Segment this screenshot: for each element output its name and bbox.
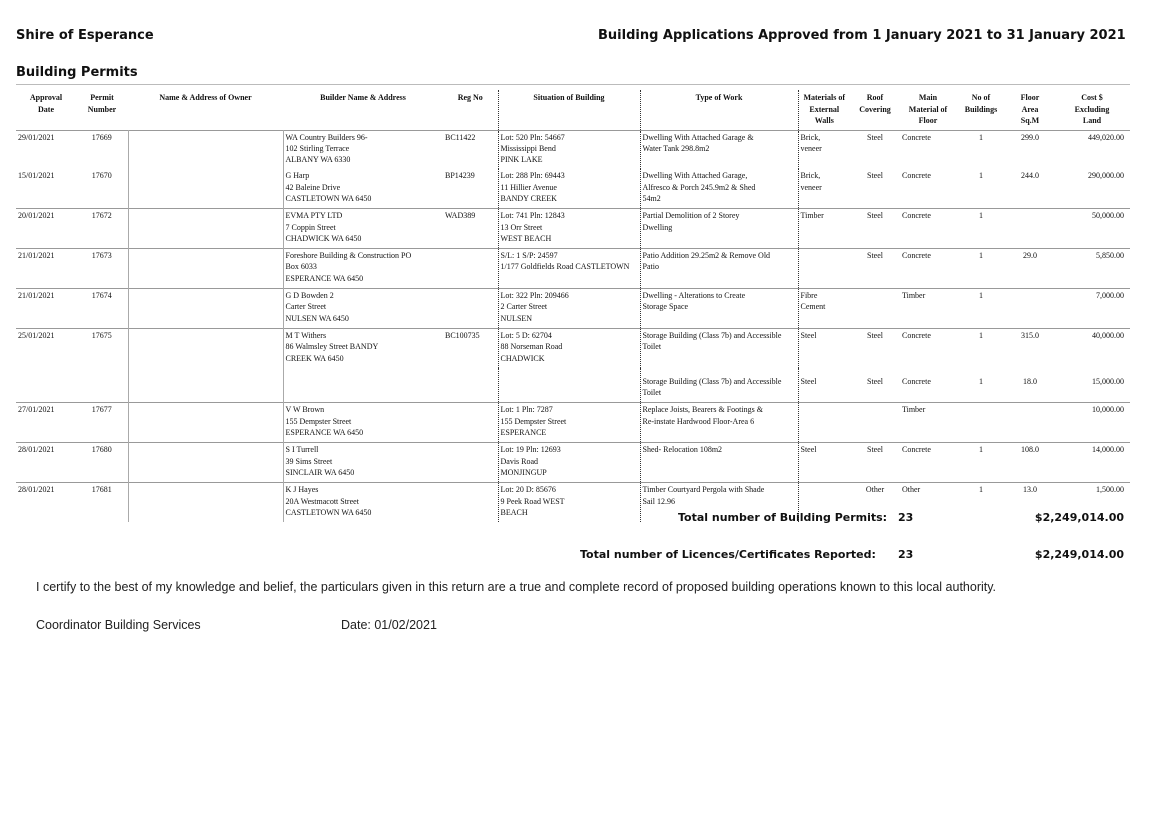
roof-cell: Steel [867, 211, 883, 221]
builder-cell-line: 102 Stirling Terrace [285, 143, 350, 153]
owner-cell [128, 443, 283, 483]
type-of-work-cell-line: Replace Joists, Bearers & Footings & [642, 405, 763, 415]
situation-cell-line: Lot: 322 Pln: 209466 [500, 291, 569, 301]
type-of-work-cell [640, 289, 798, 329]
approval-date-cell: 21/01/2021 [18, 291, 55, 301]
builder-cell-line: 42 Baleine Drive [285, 182, 341, 192]
walls-cell-line: veneer [800, 143, 822, 153]
roof-cell: Steel [867, 330, 883, 340]
situation-cell-line: Davis Road [500, 456, 539, 466]
situation-cell-line: Lot: 20 D: 85676 [500, 485, 556, 495]
builder-cell-line: CREEK WA 6450 [285, 353, 344, 363]
walls-cell [798, 443, 850, 483]
type-of-work-cell-line: Toilet [642, 388, 662, 398]
situation-cell [498, 443, 640, 483]
roof-cell: Steel [867, 251, 883, 261]
total-licences-label: Total number of Licences/Certificates Reported: [580, 548, 876, 561]
type-of-work-cell [640, 368, 798, 403]
type-of-work-cell [640, 328, 798, 367]
walls-cell [798, 403, 850, 443]
floor-cell: Concrete [902, 330, 931, 340]
table-row [16, 209, 1130, 249]
walls-cell [798, 249, 850, 289]
situation-cell-line: 13 Orr Street [500, 222, 543, 232]
builder-cell-line: WA Country Builders 96- [285, 132, 368, 142]
buildings-cell [956, 403, 1006, 443]
buildings-cell: 1 [979, 132, 983, 142]
situation-cell [498, 328, 640, 367]
builder-cell-line: SINCLAIR WA 6450 [285, 467, 355, 477]
col-floor: Main Material of Floor [908, 93, 948, 125]
signoff-date: Date: 01/02/2021 [341, 618, 437, 632]
situation-cell-line: Mississippi Bend [500, 143, 556, 153]
approval-date-cell: 20/01/2021 [18, 211, 55, 221]
cost-cell: 449,020.00 [1088, 132, 1124, 142]
type-of-work-cell-line: Partial Demolition of 2 Storey [642, 211, 740, 221]
permit-number-cell: 17680 [91, 445, 112, 455]
total-permits-count: 23 [898, 511, 914, 524]
builder-cell [283, 368, 443, 403]
permit-number-cell: 17673 [91, 251, 112, 261]
situation-cell [498, 368, 640, 403]
col-walls: Materials of External Walls [798, 90, 850, 130]
reg-no-cell: BC11422 [445, 132, 476, 142]
table-row [16, 368, 1130, 403]
situation-cell [498, 130, 640, 169]
col-reg-no: Reg No [457, 93, 483, 102]
certification-statement: I certify to the best of my knowledge and belief, the particulars given in this return are a true and complete record of proposed building operations known to this local authority. [36, 580, 997, 594]
owner-cell [128, 209, 283, 249]
table-row [16, 483, 1130, 522]
situation-cell-line: Lot: 520 Pln: 54667 [500, 132, 565, 142]
cost-cell: 7,000.00 [1096, 291, 1124, 301]
roof-cell: Steel [867, 171, 883, 181]
builder-cell-line: 20A Westmacott Street [285, 496, 359, 506]
col-situation: Situation of Building [498, 90, 640, 130]
type-of-work-cell [640, 249, 798, 289]
situation-cell-line: Lot: 1 Pln: 7287 [500, 405, 553, 415]
builder-cell [283, 130, 443, 169]
type-of-work-cell [640, 169, 798, 208]
reg-no-cell: WAD389 [445, 211, 476, 221]
situation-cell-line: WEST BEACH [500, 233, 552, 243]
walls-cell [798, 169, 850, 208]
situation-cell [498, 249, 640, 289]
builder-cell [283, 289, 443, 329]
owner-cell [128, 169, 283, 208]
situation-cell [498, 403, 640, 443]
type-of-work-cell [640, 130, 798, 169]
type-of-work-cell-line: Toilet [642, 342, 662, 352]
buildings-cell: 1 [979, 211, 983, 221]
buildings-cell: 1 [979, 330, 983, 340]
roof-cell: Steel [867, 132, 883, 142]
roof-cell: Other [865, 485, 885, 495]
approval-date-cell: 15/01/2021 [18, 171, 55, 181]
type-of-work-cell-line: Dwelling With Attached Garage & [642, 132, 754, 142]
builder-cell-line: K J Hayes [285, 485, 319, 495]
walls-cell [798, 209, 850, 249]
permit-number-cell [76, 368, 128, 403]
situation-cell-line: PINK LAKE [500, 155, 543, 165]
walls-cell [798, 328, 850, 367]
col-buildings: No of Buildings [964, 93, 998, 114]
situation-cell-line: 88 Norseman Road [500, 342, 563, 352]
col-cost: Cost $ Excluding Land [1074, 93, 1110, 125]
table-row [16, 249, 1130, 289]
table-row [16, 169, 1130, 208]
type-of-work-cell-line: Dwelling - Alterations to Create [642, 291, 746, 301]
reg-no-cell [443, 403, 498, 443]
roof-cell [850, 403, 900, 443]
table-row [16, 130, 1130, 169]
builder-cell-line: S I Turrell [285, 445, 319, 455]
builder-cell-line: 39 Sims Street [285, 456, 333, 466]
builder-cell-line: 86 Walmsley Street BANDY [285, 342, 379, 352]
cost-cell: 50,000.00 [1092, 211, 1124, 221]
walls-cell-line: Timber [800, 211, 824, 221]
owner-cell [128, 289, 283, 329]
floor-cell: Concrete [902, 251, 931, 261]
situation-cell-line: Lot: 19 Pln: 12693 [500, 445, 561, 455]
owner-cell [128, 130, 283, 169]
situation-cell [498, 169, 640, 208]
walls-cell-line: Steel [800, 376, 817, 386]
section-title: Building Permits [16, 65, 138, 80]
table-row [16, 289, 1130, 329]
builder-cell-line: Foreshore Building & Construction PO [285, 251, 412, 261]
roof-cell: Steel [867, 376, 883, 386]
signoff-title: Coordinator Building Services [36, 618, 201, 632]
builder-cell [283, 249, 443, 289]
builder-cell-line: V W Brown [285, 405, 325, 415]
reg-no-cell [443, 249, 498, 289]
situation-cell-line: 1/177 Goldfields Road CASTLETOWN [500, 262, 630, 272]
builder-cell-line: Carter Street [285, 302, 327, 312]
type-of-work-cell-line: 54m2 [642, 193, 661, 203]
permits-table [16, 90, 1130, 522]
area-cell: 315.0 [1021, 330, 1039, 340]
type-of-work-cell-line: Patio Addition 29.25m2 & Remove Old [642, 251, 771, 261]
floor-cell: Concrete [902, 132, 931, 142]
builder-cell-line: 155 Dempster Street [285, 416, 352, 426]
owner-cell [128, 368, 283, 403]
builder-cell-line: ALBANY WA 6330 [285, 155, 351, 165]
buildings-cell: 1 [979, 171, 983, 181]
header-divider [16, 84, 1130, 85]
builder-cell-line: Box 6033 [285, 262, 317, 272]
builder-cell-line: CASTLETOWN WA 6450 [285, 193, 372, 203]
situation-cell [498, 289, 640, 329]
reg-no-cell: BP14239 [445, 171, 475, 181]
area-cell: 299.0 [1021, 132, 1039, 142]
buildings-cell: 1 [979, 485, 983, 495]
type-of-work-cell-line: Sail 12.96 [642, 496, 675, 506]
builder-cell [283, 483, 443, 522]
permit-number-cell: 17677 [91, 405, 112, 415]
builder-cell-line: G D Bowden 2 [285, 291, 334, 301]
walls-cell [798, 368, 850, 403]
builder-cell-line: G Harp [285, 171, 310, 181]
situation-cell-line: BANDY CREEK [500, 193, 557, 203]
area-cell: 29.0 [1023, 251, 1037, 261]
situation-cell-line: BEACH [500, 507, 528, 517]
builder-cell-line: M T Withers [285, 330, 327, 340]
walls-cell [798, 130, 850, 169]
type-of-work-cell [640, 443, 798, 483]
situation-cell-line: S/L: 1 S/P: 24597 [500, 251, 558, 261]
builder-cell-line: ESPERANCE WA 6450 [285, 428, 364, 438]
type-of-work-cell-line: Dwelling [642, 222, 673, 232]
builder-cell [283, 403, 443, 443]
situation-cell-line: 2 Carter Street [500, 302, 548, 312]
area-cell: 244.0 [1021, 171, 1039, 181]
cost-cell: 5,850.00 [1096, 251, 1124, 261]
total-permits-label: Total number of Building Permits: [678, 511, 888, 524]
builder-cell [283, 328, 443, 367]
permit-number-cell: 17669 [91, 132, 112, 142]
floor-cell: Timber [902, 405, 926, 415]
walls-cell-line: Fibre [800, 291, 818, 301]
type-of-work-cell-line: Storage Building (Class 7b) and Accessible [642, 330, 782, 340]
approval-date-cell: 28/01/2021 [18, 445, 55, 455]
roof-cell [850, 289, 900, 329]
type-of-work-cell-line: Timber Courtyard Pergola with Shade [642, 485, 765, 495]
cost-cell: 1,500.00 [1096, 485, 1124, 495]
col-area: Floor Area Sq.M [1020, 93, 1040, 125]
situation-cell-line: 9 Peek Road WEST [500, 496, 565, 506]
area-cell: 13.0 [1023, 485, 1037, 495]
buildings-cell: 1 [979, 445, 983, 455]
table-row [16, 328, 1130, 367]
situation-cell-line: Lot: 741 Pln: 12843 [500, 211, 565, 221]
reg-no-cell [443, 368, 498, 403]
table-row [16, 403, 1130, 443]
area-cell: 108.0 [1021, 445, 1039, 455]
floor-cell: Other [902, 485, 921, 495]
owner-cell [128, 328, 283, 367]
type-of-work-cell-line: Dwelling With Attached Garage, [642, 171, 748, 181]
situation-cell-line: Lot: 288 Pln: 69443 [500, 171, 565, 181]
walls-cell-line: Steel [800, 445, 817, 455]
area-cell [1006, 403, 1054, 443]
area-cell [1006, 289, 1054, 329]
owner-cell [128, 483, 283, 522]
approval-date-cell: 28/01/2021 [18, 485, 55, 495]
walls-cell-line: Brick, [800, 171, 821, 181]
table-row [16, 443, 1130, 483]
cost-cell: 290,000.00 [1088, 171, 1124, 181]
buildings-cell: 1 [979, 291, 983, 301]
floor-cell: Timber [902, 291, 926, 301]
type-of-work-cell-line: Storage Building (Class 7b) and Accessible [642, 376, 782, 386]
builder-cell [283, 169, 443, 208]
builder-cell-line: CHADWICK WA 6450 [285, 233, 362, 243]
report-title: Building Applications Approved from 1 January 2021 to 31 January 2021 [598, 28, 1126, 43]
owner-cell [128, 403, 283, 443]
situation-cell [498, 209, 640, 249]
floor-cell: Concrete [902, 445, 931, 455]
type-of-work-cell-line: Storage Space [642, 302, 689, 312]
walls-cell [798, 289, 850, 329]
situation-cell-line: NULSEN [500, 313, 533, 323]
col-approval-date: Approval Date [29, 93, 63, 114]
col-type-of-work: Type of Work [640, 90, 798, 130]
builder-cell-line: ESPERANCE WA 6450 [285, 273, 364, 283]
reg-no-cell [443, 289, 498, 329]
approval-date-cell: 25/01/2021 [18, 330, 55, 340]
builder-cell-line: CASTLETOWN WA 6450 [285, 507, 372, 517]
situation-cell-line: ESPERANCE [500, 428, 547, 438]
cost-cell: 15,000.00 [1092, 376, 1124, 386]
builder-cell-line: NULSEN WA 6450 [285, 313, 349, 323]
walls-cell-line: Brick, [800, 132, 821, 142]
floor-cell: Concrete [902, 376, 931, 386]
walls-cell-line: veneer [800, 182, 822, 192]
builder-cell-line: EVMA PTY LTD [285, 211, 343, 221]
situation-cell-line: CHADWICK [500, 353, 545, 363]
floor-cell: Concrete [902, 211, 931, 221]
col-roof: Roof Covering [859, 93, 891, 114]
cost-cell: 40,000.00 [1092, 330, 1124, 340]
buildings-cell: 1 [979, 376, 983, 386]
reg-no-cell: BC100735 [445, 330, 480, 340]
situation-cell-line: 11 Hillier Avenue [500, 182, 557, 192]
type-of-work-cell-line: Alfresco & Porch 245.9m2 & Shed [642, 182, 756, 192]
walls-cell-line: Cement [800, 302, 826, 312]
total-permits-value: $2,249,014.00 [1034, 511, 1124, 524]
type-of-work-cell [640, 403, 798, 443]
type-of-work-cell [640, 209, 798, 249]
table-header-row [16, 90, 1130, 130]
situation-cell [498, 483, 640, 522]
cost-cell: 10,000.00 [1092, 405, 1124, 415]
total-licences-value: $2,249,014.00 [1034, 548, 1124, 561]
col-owner: Name & Address of Owner [159, 93, 252, 102]
shire-name: Shire of Esperance [16, 28, 154, 43]
reg-no-cell [443, 443, 498, 483]
approval-date-cell [16, 368, 76, 403]
walls-cell-line: Steel [800, 330, 817, 340]
builder-cell-line: 7 Coppin Street [285, 222, 336, 232]
situation-cell-line: Lot: 5 D: 62704 [500, 330, 552, 340]
permit-number-cell: 17672 [91, 211, 112, 221]
approval-date-cell: 21/01/2021 [18, 251, 55, 261]
situation-cell-line: 155 Dempster Street [500, 416, 567, 426]
type-of-work-cell-line: Water Tank 298.8m2 [642, 143, 710, 153]
reg-no-cell [443, 483, 498, 522]
builder-cell [283, 443, 443, 483]
floor-cell: Concrete [902, 171, 931, 181]
builder-cell [283, 209, 443, 249]
permit-number-cell: 17675 [91, 330, 112, 340]
total-licences-count: 23 [898, 548, 914, 561]
buildings-cell: 1 [979, 251, 983, 261]
situation-cell-line: MONJINGUP [500, 467, 547, 477]
permit-number-cell: 17681 [91, 485, 112, 495]
type-of-work-cell-line: Patio [642, 262, 659, 272]
permit-number-cell: 17670 [91, 171, 112, 181]
area-cell: 18.0 [1023, 376, 1037, 386]
col-builder: Builder Name & Address [320, 93, 406, 102]
type-of-work-cell-line: Shed- Relocation 108m2 [642, 445, 723, 455]
approval-date-cell: 29/01/2021 [18, 132, 55, 142]
owner-cell [128, 249, 283, 289]
type-of-work-cell-line: Re-instate Hardwood Floor-Area 6 [642, 416, 755, 426]
col-permit-number: Permit Number [87, 93, 117, 114]
approval-date-cell: 27/01/2021 [18, 405, 55, 415]
area-cell [1006, 209, 1054, 249]
roof-cell: Steel [867, 445, 883, 455]
permit-number-cell: 17674 [91, 291, 112, 301]
cost-cell: 14,000.00 [1092, 445, 1124, 455]
